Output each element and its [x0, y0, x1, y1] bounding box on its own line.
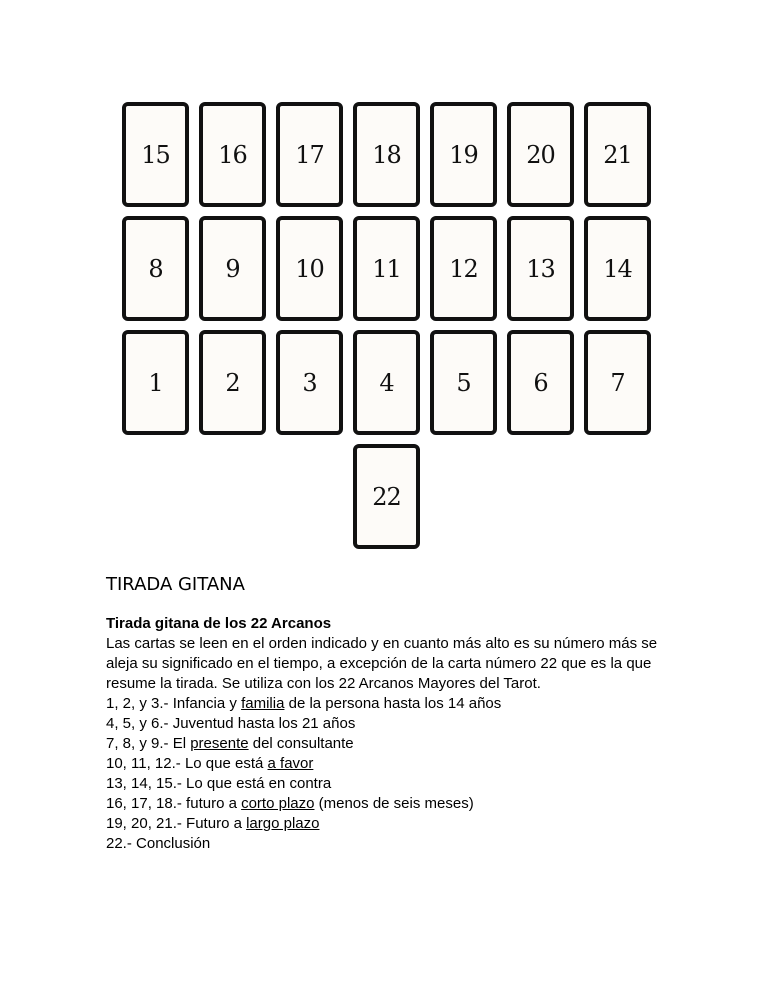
card-16 — [199, 102, 266, 207]
description-block — [106, 614, 686, 854]
card-13 — [507, 216, 574, 321]
card-21 — [584, 102, 651, 207]
card-14 — [584, 216, 651, 321]
card-15 — [122, 102, 189, 207]
position-line: 22.- Conclusión — [106, 835, 211, 852]
card-18 — [353, 102, 420, 207]
section-heading: TIRADA GITANA — [106, 574, 245, 595]
card-5 — [430, 330, 497, 435]
card-6 — [507, 330, 574, 435]
card-12 — [430, 216, 497, 321]
card-20 — [507, 102, 574, 207]
card-number: 7 — [610, 368, 625, 397]
card-9 — [199, 216, 266, 321]
card-10 — [276, 216, 343, 321]
intro-paragraph: Las cartas se leen en el orden indicado y en cuanto más alto es su número más se aleja su significado en el tiempo, a excepción de la carta número 22 que es la que resume la tirada. Se utiliza con los 22 Arcanos Mayores del Tarot. — [106, 635, 658, 692]
card-number: 9 — [225, 254, 240, 283]
card-7 — [584, 330, 651, 435]
card-number: 8 — [148, 254, 163, 283]
card-number: 3 — [302, 368, 317, 397]
card-number: 5 — [456, 368, 471, 397]
card-number: 4 — [379, 368, 394, 397]
card-number: 6 — [533, 368, 548, 397]
card-number: 13 — [526, 254, 555, 283]
card-number: 14 — [603, 254, 632, 283]
card-11 — [353, 216, 420, 321]
position-line: 1, 2, y 3.- Infancia y familia de la persona hasta los 14 años — [106, 695, 502, 712]
card-number: 17 — [295, 140, 324, 169]
card-4 — [353, 330, 420, 435]
card-number: 22 — [372, 482, 401, 511]
card-22 — [353, 444, 420, 549]
position-line: 7, 8, y 9.- El presente del consultante — [106, 735, 354, 752]
card-number: 1 — [148, 368, 163, 397]
card-number: 15 — [141, 140, 170, 169]
card-number: 2 — [225, 368, 240, 397]
card-number: 20 — [526, 140, 555, 169]
card-17 — [276, 102, 343, 207]
card-number: 12 — [449, 254, 478, 283]
card-3 — [276, 330, 343, 435]
card-number: 18 — [372, 140, 401, 169]
card-number: 10 — [295, 254, 324, 283]
card-number: 16 — [218, 140, 247, 169]
card-8 — [122, 216, 189, 321]
card-number: 11 — [372, 254, 401, 283]
position-line: 16, 17, 18.- futuro a corto plazo (menos de seis meses) — [106, 795, 474, 812]
subtitle: Tirada gitana de los 22 Arcanos — [106, 615, 332, 632]
position-line: 4, 5, y 6.- Juventud hasta los 21 años — [106, 715, 356, 732]
card-number: 21 — [603, 140, 632, 169]
position-line: 13, 14, 15.- Lo que está en contra — [106, 775, 332, 792]
card-19 — [430, 102, 497, 207]
card-1 — [122, 330, 189, 435]
card-2 — [199, 330, 266, 435]
position-line: 10, 11, 12.- Lo que está a favor — [106, 755, 314, 772]
card-number: 19 — [449, 140, 478, 169]
position-line: 19, 20, 21.- Futuro a largo plazo — [106, 815, 320, 832]
